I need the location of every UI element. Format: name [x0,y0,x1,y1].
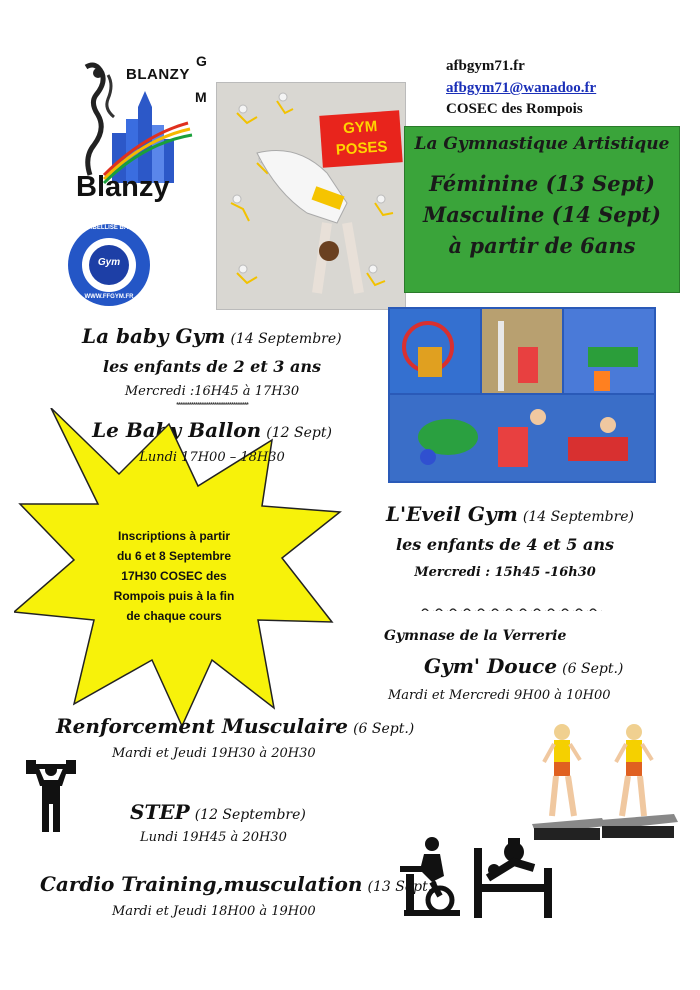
renforcement-heading [56,714,414,738]
inscriptions-line-1: Inscriptions à partir [117,529,231,543]
eveil-heading [360,502,660,526]
logo-small-text: BLANZY [126,66,190,83]
bench-press-icon [474,838,552,918]
renforcement-date: (6 Sept.) [353,721,415,737]
children-activity-photos [388,307,656,483]
artistic-age: à partir de 6ans [448,233,636,258]
contact-site[interactable]: afbgym71.fr [446,58,525,74]
eveil-schedule: Mercredi : 15h45 -16h30 [414,565,596,580]
inscriptions-line-2: du 6 et 8 Septembre [116,549,232,563]
step-schedule: Lundi 19H45 à 20H30 [140,830,287,845]
cardio-date: (13 Sept.) [367,879,438,895]
logo-big-text: Blanzy [76,171,170,203]
logo-letter-m: M [195,89,207,105]
ornament-divider [420,606,605,611]
baby-gym-heading [82,324,342,348]
step-heading [130,800,306,824]
artistic-title: La Gymnastique Artistique [414,134,670,154]
inscriptions-line-3: 17H30 COSEC des [121,569,227,583]
inscriptions-line-5: de chaque cours [126,609,222,623]
badge-label: CLUB LABELLISÉ BABY-GYM [66,225,152,231]
step-date: (12 Septembre) [194,807,306,823]
baby-gym-schedule: Mercredi :16H45 à 17H30 [124,384,300,399]
eveil-date: (14 Septembre) [522,509,635,525]
badge-center-text: Gym [97,257,121,268]
baby-ballon-date: (12 Sept) [266,425,332,441]
gym-douce-heading [424,654,623,678]
gym-douce-title: Gym' Douce [424,654,558,678]
renforcement-schedule: Mardi et Jeudi 19H30 à 20H30 [112,746,316,761]
cardio-schedule: Mardi et Jeudi 18H00 à 19H00 [112,904,316,919]
poster-banner-line-1: GYM [342,117,378,138]
gym-douce-schedule: Mardi et Mercredi 9H00 à 10H00 [388,688,611,703]
artistic-feminine: Féminine (13 Sept) [429,171,655,196]
cardio-heading [40,872,438,896]
renforcement-title: Renforcement Musculaire [56,714,348,738]
baby-ballon-title: Le Baby Ballon [92,418,262,442]
poster-banner-line-2: POSES [335,138,389,159]
children-gym-photo [388,307,656,483]
club-logo [68,53,207,215]
artistic-gym-box [404,126,680,293]
eveil-ages: les enfants de 4 et 5 ans [396,535,614,554]
step-figures-image [522,716,682,848]
contact-venue: COSEC des Rompois [446,101,583,117]
baby-gym-badge [66,222,152,308]
inscriptions-line-4: Rompois puis à la fin [113,589,235,603]
baby-ballon-schedule: Lundi 17H00 – 18H30 [139,450,285,465]
baby-gym-date: (14 Septembre) [230,331,342,347]
eveil-separator [420,601,605,611]
gym-poses-poster [216,82,406,310]
badge-url: WWW.FFGYM.FR [84,294,134,300]
step-title: STEP [130,800,190,824]
inscriptions-text [74,526,274,626]
cardio-title: Cardio Training,musculation [40,872,363,896]
baby-gym-ages: les enfants de 2 et 3 ans [103,357,321,376]
logo-letter-g: G [196,53,207,69]
baby-gym-separator: ********************************** [176,401,248,410]
gym-douce-date: (6 Sept.) [562,661,624,677]
eveil-title: L'Eveil Gym [385,502,518,526]
baby-gym-title: La baby Gym [82,324,226,348]
gym-douce-location: Gymnase de la Verrerie [384,628,567,644]
artistic-masculine: Masculine (14 Sept) [423,202,661,227]
contact-email[interactable]: afbgym71@wanadoo.fr [446,80,597,96]
weightlifter-icon [26,756,76,834]
poster-banner [319,110,402,167]
